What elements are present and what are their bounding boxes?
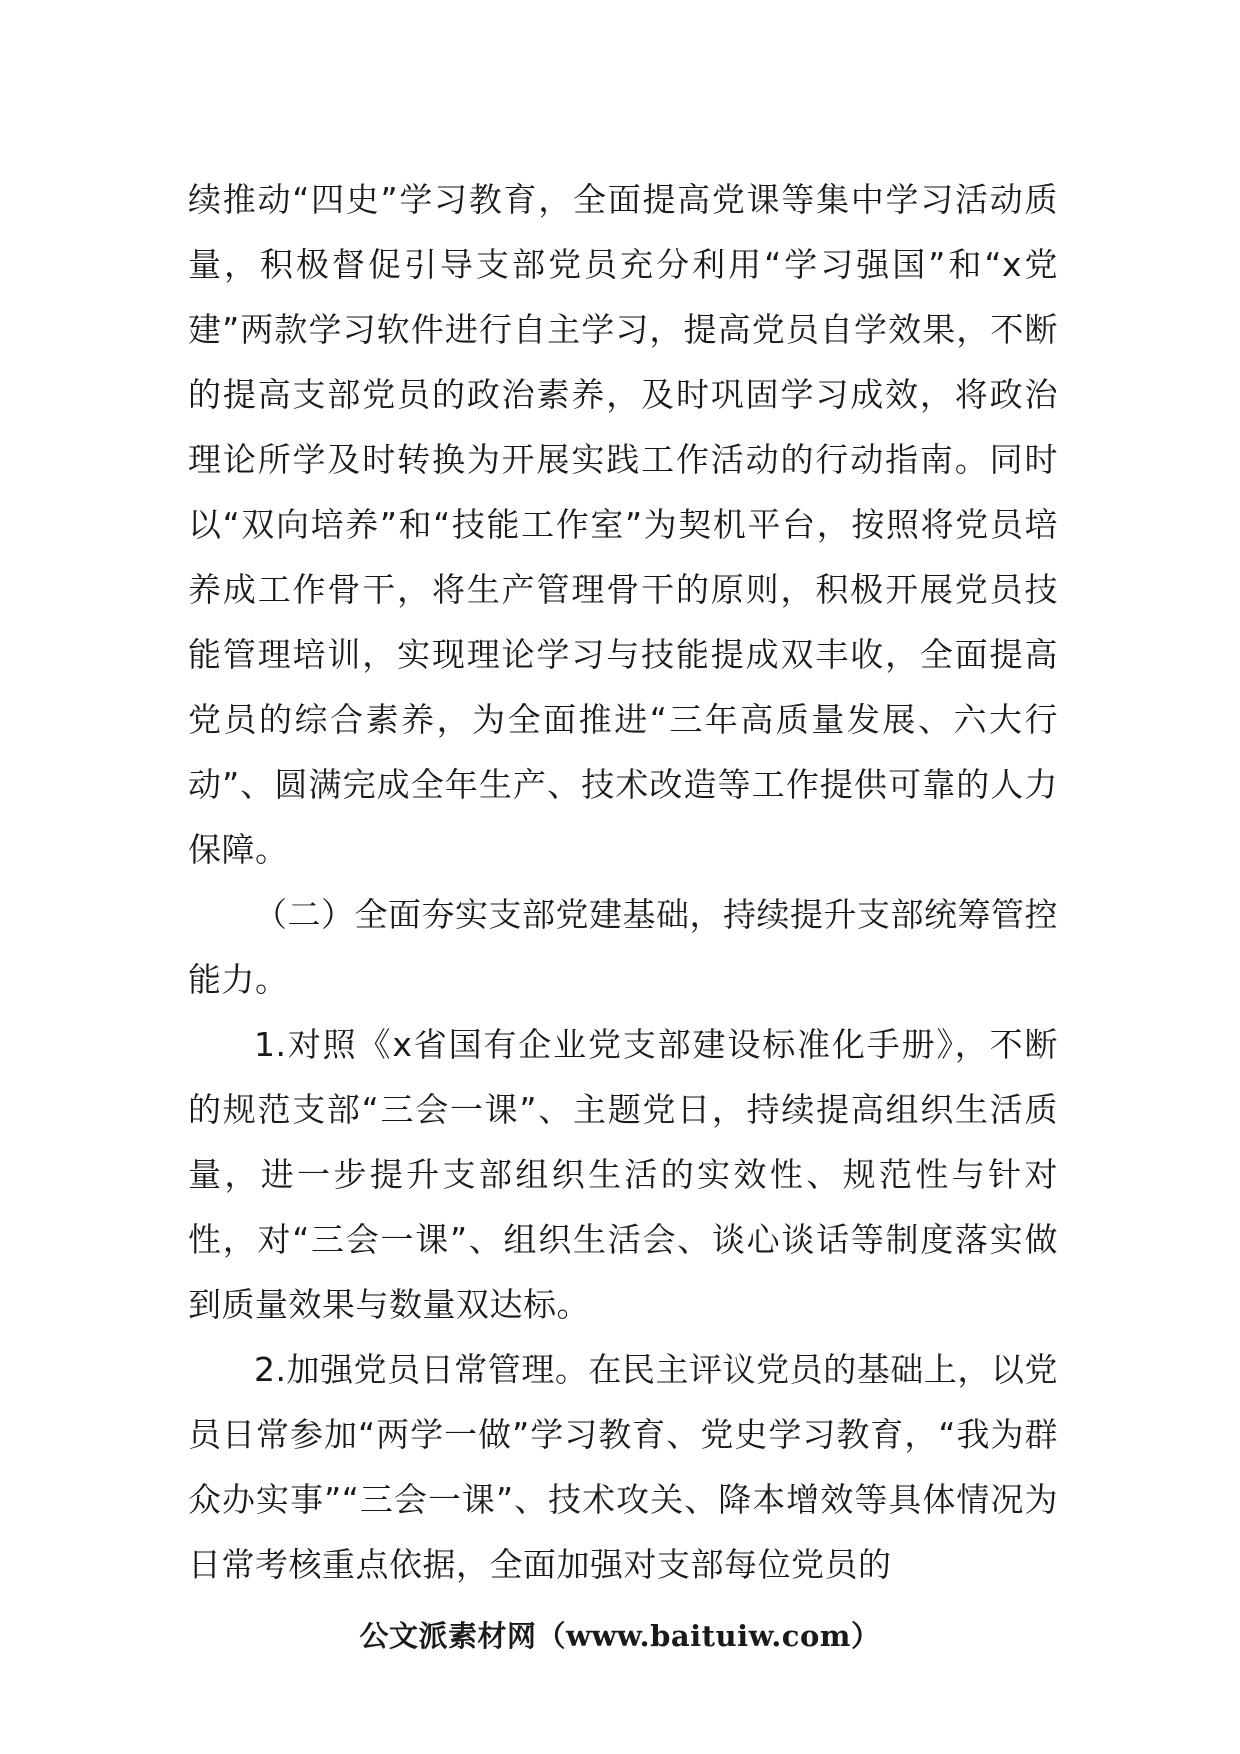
paragraph-item-1: 1.对照《x省国有企业党支部建设标准化手册》，不断的规范支部“三会一课”、主题党日，持续提高组织生活质量，进一步提升支部组织生活的实效性、规范性与针对性，对“三会一课”、组织生活会、谈心谈话等制度落实做到质量效果与数量双达标。	[188, 1025, 1058, 1324]
document-body	[188, 167, 1058, 1597]
paragraph-continued-study: 续推动“四史”学习教育，全面提高党课等集中学习活动质量，积极督促引导支部党员充分利用“学习强国”和“x党建”两款学习软件进行自主学习，提高党员自学效果，不断的提高支部党员的政治素养，及时巩固学习成效，将政治理论所学及时转换为开展实践工作活动的行动指南。同时以“双向培养”和“技能工作室”为契机平台，按照将党员培养成工作骨干，将生产管理骨干的原则，积极开展党员技能管理培训，实现理论学习与技能提成双丰收，全面提高党员的综合素养，为全面推进“三年高质量发展、六大行动”、圆满完成全年生产、技术改造等工作提供可靠的人力保障。	[188, 180, 1058, 869]
footer-watermark: 公文派素材网（www.baituiw.com）	[359, 1619, 881, 1653]
section-heading-2: （二）全面夯实支部党建基础，持续提升支部统筹管控能力。	[188, 895, 1058, 999]
paragraph-item-2: 2.加强党员日常管理。在民主评议党员的基础上，以党员日常参加“两学一做”学习教育、党史学习教育，“我为群众办实事”“三会一课”、技术攻关、降本增效等具体情况为日常考核重点依据，全面加强对支部每位党员的	[188, 1350, 1058, 1584]
